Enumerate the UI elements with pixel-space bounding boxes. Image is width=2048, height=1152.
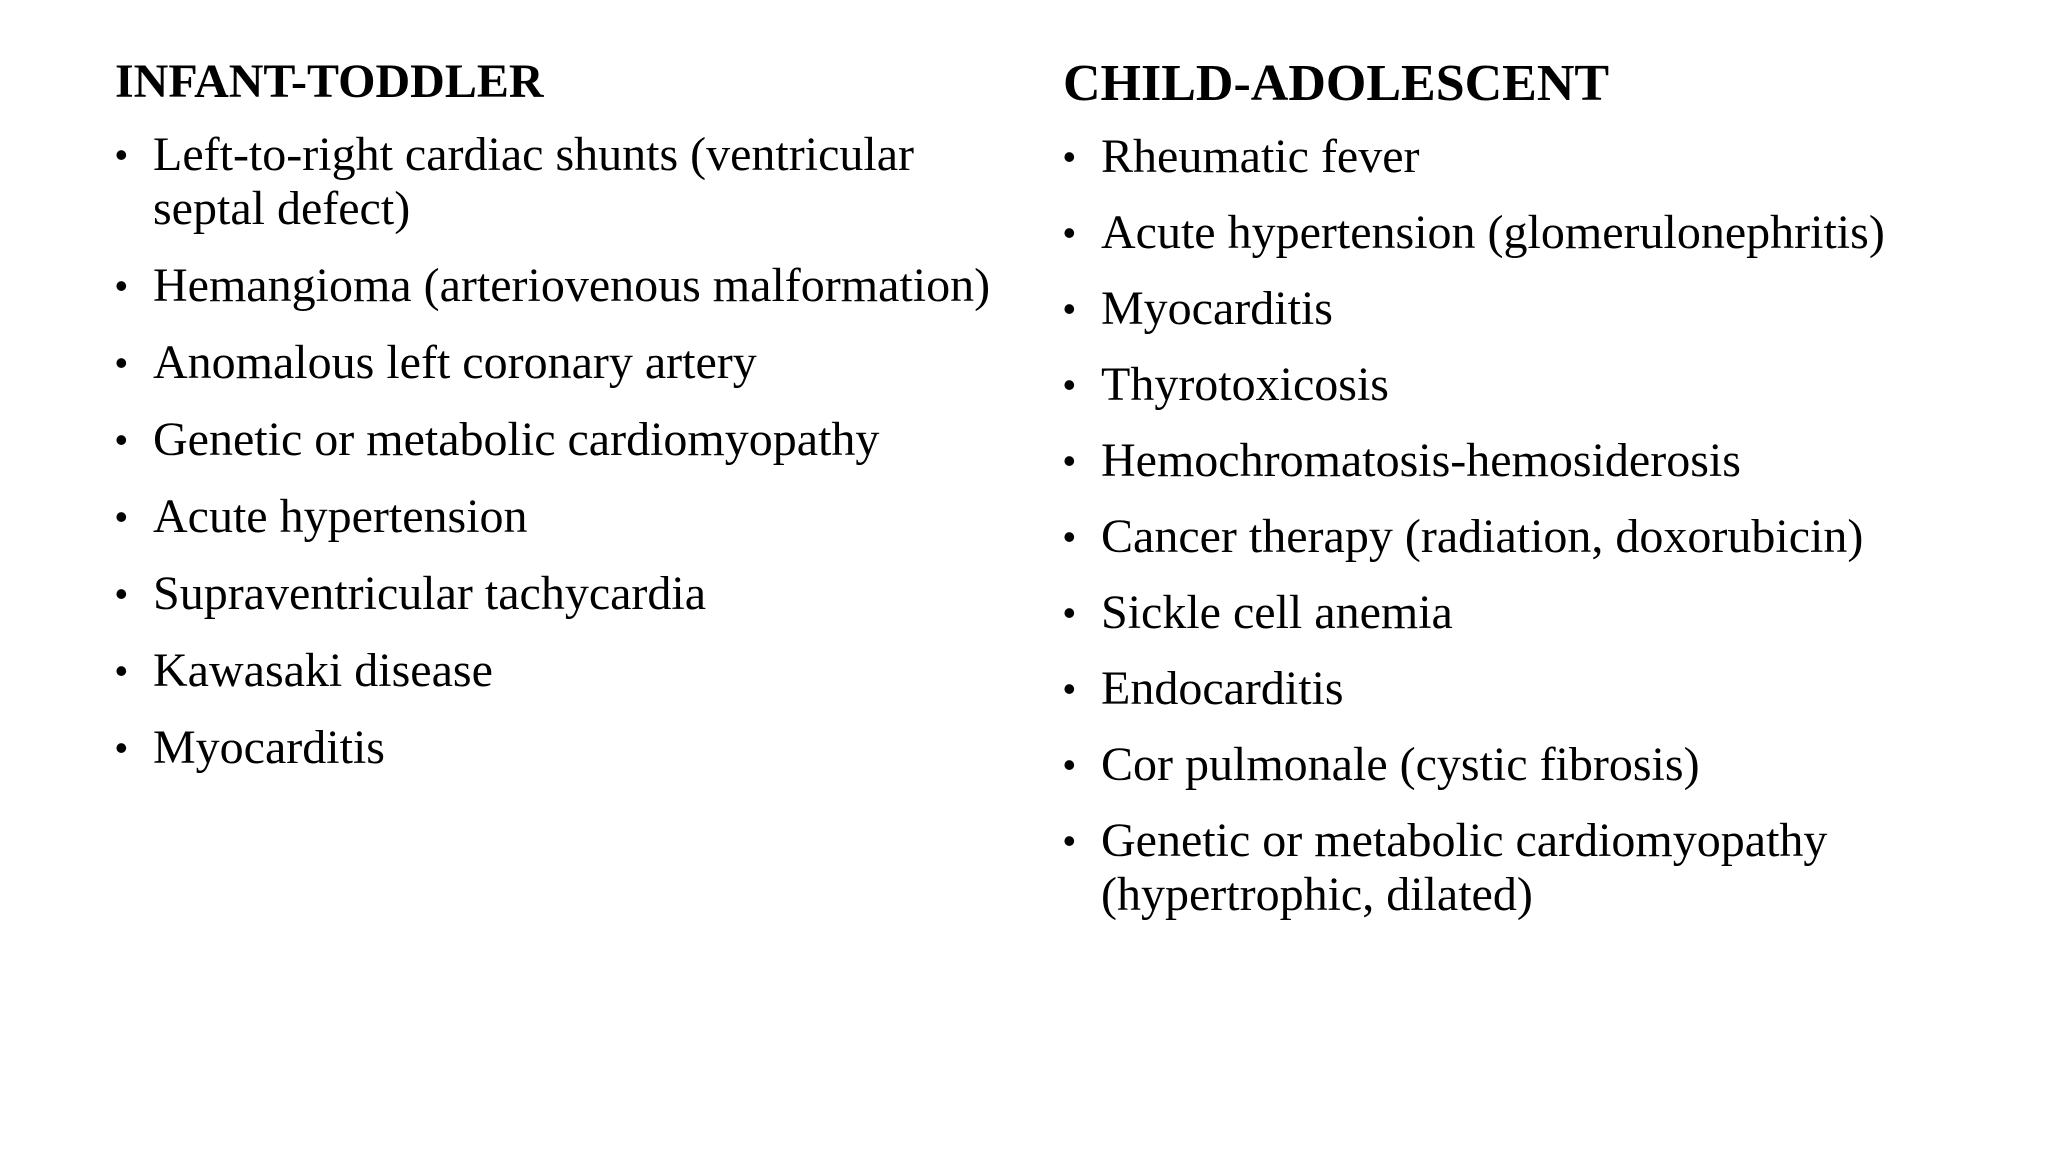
list-item xyxy=(1063,206,2023,260)
bullet-icon: • xyxy=(115,134,128,175)
bullet-icon: • xyxy=(115,496,128,537)
list-item xyxy=(115,336,1015,390)
list-item-text: Left-to-right cardiac shunts (ventricular septal defect) xyxy=(153,128,915,235)
infant-toddler-list xyxy=(115,128,1015,798)
bullet-icon: • xyxy=(1063,744,1076,785)
list-item xyxy=(1063,434,2023,488)
bullet-icon: • xyxy=(1063,288,1076,329)
list-item xyxy=(1063,358,2023,412)
list-item-text: Anomalous left coronary artery xyxy=(153,336,757,389)
list-item xyxy=(1063,510,2023,564)
list-item-text: Cor pulmonale (cystic fibrosis) xyxy=(1101,738,1700,791)
bullet-icon: • xyxy=(1063,516,1076,557)
list-item xyxy=(1063,814,2023,922)
list-item xyxy=(115,721,1015,775)
bullet-icon: • xyxy=(1063,212,1076,253)
list-item-text: Endocarditis xyxy=(1101,662,1344,715)
list-item-text: Thyrotoxicosis xyxy=(1101,358,1389,411)
infant-toddler-heading: INFANT-TODDLER xyxy=(115,55,544,108)
bullet-icon: • xyxy=(115,419,128,460)
list-item xyxy=(115,259,1015,313)
bullet-icon: • xyxy=(1063,440,1076,481)
list-item xyxy=(1063,130,2023,184)
list-item-text: Supraventricular tachycardia xyxy=(153,567,707,620)
bullet-icon: • xyxy=(115,573,128,614)
bullet-icon: • xyxy=(1063,592,1076,633)
child-adolescent-list xyxy=(1063,130,2023,944)
list-item xyxy=(1063,282,2023,336)
list-item xyxy=(115,567,1015,621)
list-item-text: Acute hypertension (glomerulonephritis) xyxy=(1101,206,1885,259)
list-item-text: Sickle cell anemia xyxy=(1101,586,1453,639)
list-item-text: Myocarditis xyxy=(153,721,385,774)
bullet-icon: • xyxy=(1063,668,1076,709)
list-item-text: Rheumatic fever xyxy=(1101,130,1420,183)
list-item-text: Hemangioma (arteriovenous malformation) xyxy=(153,259,991,312)
list-item-text: Hemochromatosis-hemosiderosis xyxy=(1101,434,1741,487)
list-item xyxy=(115,413,1015,467)
bullet-icon: • xyxy=(1063,136,1076,177)
child-adolescent-heading: CHILD-ADOLESCENT xyxy=(1063,55,1610,112)
bullet-icon: • xyxy=(115,342,128,383)
list-item xyxy=(115,644,1015,698)
bullet-icon: • xyxy=(115,265,128,306)
bullet-icon: • xyxy=(1063,364,1076,405)
list-item-text: Genetic or metabolic cardiomyopathy (hypertrophic, dilated) xyxy=(1101,814,1828,921)
list-item xyxy=(115,128,1015,236)
list-item xyxy=(1063,662,2023,716)
list-item xyxy=(1063,586,2023,640)
bullet-icon: • xyxy=(1063,820,1076,861)
list-item xyxy=(115,490,1015,544)
list-item-text: Acute hypertension xyxy=(153,490,528,543)
bullet-icon: • xyxy=(115,727,128,768)
list-item-text: Genetic or metabolic cardiomyopathy xyxy=(153,413,880,466)
bullet-icon: • xyxy=(115,650,128,691)
list-item-text: Kawasaki disease xyxy=(153,644,493,697)
list-item-text: Cancer therapy (radiation, doxorubicin) xyxy=(1101,510,1864,563)
list-item-text: Myocarditis xyxy=(1101,282,1333,335)
list-item xyxy=(1063,738,2023,792)
